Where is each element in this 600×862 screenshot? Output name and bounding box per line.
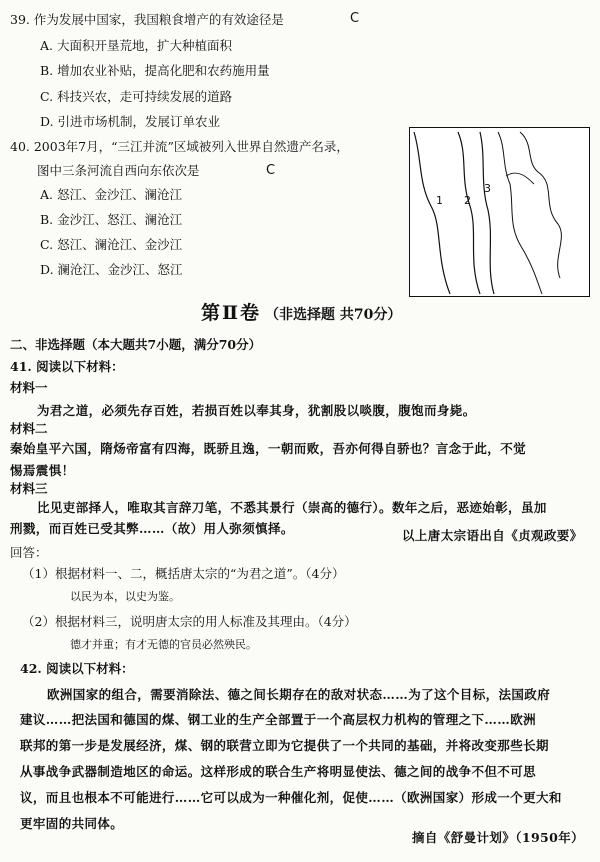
q39-handwritten-answer: C [350, 11, 360, 26]
q40-stem-line2: 图中三条河流自西向东依次是 [37, 163, 200, 178]
q42-source: 摘自《舒曼计划》（1950年） [412, 830, 585, 845]
q40-handwritten-answer: C [266, 163, 276, 178]
river-3-line [480, 132, 494, 294]
q40-option-a: A. 怒江、金沙江、澜沧江 [40, 187, 182, 202]
q41-material3-title: 材料三 [10, 481, 48, 496]
q39-option-b: B. 增加农业补贴，提高化肥和农药施用量 [40, 63, 270, 78]
q42-paragraph-line6: 更牢固的共同体。 [20, 816, 124, 831]
section2-subtitle: （非选择题 共70分） [265, 307, 402, 323]
q41-sub2-question: （2）根据材料三，说明唐太宗的用人标准及其理由。（4分） [22, 614, 357, 629]
q41-material1-title: 材料一 [10, 380, 48, 395]
section2-heading: 二、非选择题（本大题共7小题，满分70分） [10, 337, 262, 352]
q40-option-c: C. 怒江、澜沧江、金沙江 [40, 237, 183, 252]
tributary-line [506, 173, 534, 184]
q42-paragraph-line2: 建议……把法国和德国的煤、钢工业的生产全部置于一个高层权力机构的管理之下……欧洲 [20, 712, 537, 727]
q42-paragraph-line3: 联邦的第一步是发展经济，煤、钢的联营立即为它提供了一个共同的基础，并将改变那些长期 [20, 738, 549, 753]
three-rivers-map [409, 127, 590, 297]
q41-sub2-handwritten-answer: 德才并重；有才无德的官员必然殃民。 [70, 638, 257, 651]
q41-material2-line1: 秦始皇平六国，隋炀帝富有四海，既骄且逸，一朝而败，吾亦何得自骄也？言念于此，不觉 [10, 441, 527, 456]
q41-intro: 41. 阅读以下材料： [10, 359, 124, 374]
q42-paragraph-line4: 从事战争武器制造地区的命运。这样形成的联合生产将明显使法、德之间的战争不但不可思 [20, 764, 537, 779]
river-label-1: 1 [436, 194, 443, 207]
q40-stem-line1: 40. 2003年7月，“三江并流”区域被列入世界自然遗产名录， [10, 139, 349, 154]
q42-paragraph-line5: 议，而且也根本不可能进行……它可以成为一种催化剂，促使……（欧洲国家）形成一个更大和 [20, 790, 562, 805]
river-3-outer-line [498, 132, 542, 294]
section2-title: 第Ⅱ卷 [201, 302, 262, 324]
river-label-2: 2 [464, 194, 471, 207]
q39-option-c: C. 科技兴农，走可持续发展的道路 [40, 89, 233, 104]
q41-answer-label: 回答： [10, 545, 48, 560]
q39-stem: 39. 作为发展中国家，我国粮食增产的有效途径是 [10, 12, 284, 27]
section2-title-block [201, 302, 401, 325]
q41-material3-line2: 刑戮，而百姓已受其弊……（故）用人弥须慎择。 [10, 521, 294, 536]
q41-material1-text: 为君之道，必须先存百姓，若损百姓以奉其身，犹割股以啖腹，腹饱而身毙。 [37, 403, 476, 418]
q41-material3-line1: 比见吏部择人，唯取其言辞刀笔，不悉其景行（崇高的德行）。数年之后，恶迹始彰，虽加 [37, 500, 547, 515]
three-rivers-map-drawing [410, 128, 589, 296]
q41-material2-line2: 惕焉震惧！ [10, 463, 75, 478]
river-1-line [414, 132, 450, 294]
q40-option-d: D. 澜沧江、金沙江、怒江 [40, 262, 183, 277]
q40-option-b: B. 金沙江、怒江、澜沧江 [40, 212, 183, 227]
q42-intro: 42. 阅读以下材料： [20, 661, 134, 676]
q41-sub1-handwritten-answer: 以民为本，以史为鉴。 [70, 590, 180, 603]
q39-option-a: A. 大面积开垦荒地，扩大种植面积 [40, 38, 232, 53]
river-label-3: 3 [484, 182, 491, 195]
q42-paragraph-line1: 欧洲国家的组合，需要消除法、德之间长期存在的敌对状态……为了这个目标，法国政府 [47, 687, 551, 702]
river-2-line [458, 132, 480, 294]
q41-sub1-question: （1）根据材料一、二，概括唐太宗的“为君之道”。（4分） [22, 566, 345, 581]
q41-material2-title: 材料二 [10, 421, 48, 436]
q41-source: 以上唐太宗语出自《贞观政要》 [402, 528, 583, 543]
q39-option-d: D. 引进市场机制，发展订单农业 [40, 114, 221, 129]
